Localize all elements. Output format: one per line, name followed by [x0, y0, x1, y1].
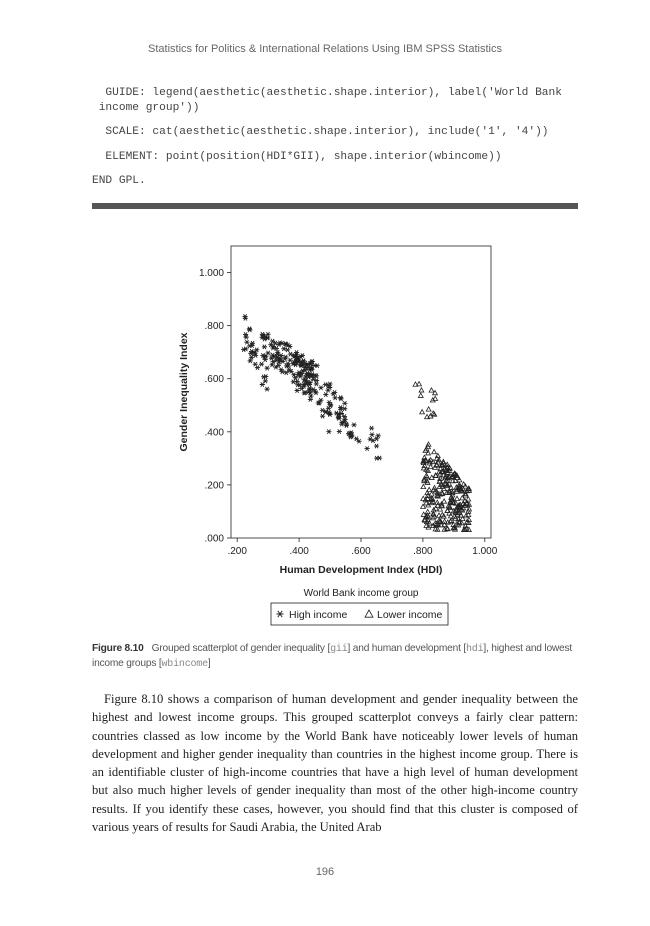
caption-var-hdi: hdi [465, 644, 484, 655]
figure-caption [92, 642, 582, 672]
y-tick-label: .200 [204, 480, 224, 492]
page-number: 196 [315, 866, 335, 878]
data-point-lower-income [429, 388, 434, 392]
data-point-lower-income [421, 484, 426, 488]
data-point-high-income [295, 388, 300, 392]
data-point-high-income [262, 345, 267, 349]
data-point-high-income [318, 386, 323, 390]
data-point-high-income [255, 365, 260, 369]
x-tick-label: .400 [289, 546, 309, 557]
legend [271, 603, 448, 625]
data-point-high-income [326, 429, 331, 433]
figure-number: Figure 8.10 [92, 643, 144, 654]
legend-item-high-income: High income [289, 609, 348, 621]
code-line: GUIDE: legend(aesthetic(aesthetic.shape.interior), label('World Bank [92, 87, 562, 99]
data-point-high-income [253, 362, 258, 366]
data-point-high-income [291, 380, 296, 384]
data-point-lower-income [448, 514, 453, 518]
caption-var-gii: gii [330, 644, 348, 655]
code-line: SCALE: cat(aesthetic(aesthetic.shape.interior), include('1', '4')) [92, 126, 549, 138]
data-point-high-income [337, 429, 342, 433]
data-points [241, 314, 471, 531]
x-tick-label: .800 [413, 546, 433, 557]
axes [199, 268, 498, 557]
data-point-high-income [364, 446, 369, 450]
legend-item-lower-income: Lower income [377, 609, 443, 621]
code-line: income group')) [92, 102, 200, 114]
data-point-high-income [264, 387, 269, 391]
data-point-high-income [351, 423, 356, 427]
code-line: END GPL. [92, 175, 146, 187]
data-point-lower-income [442, 499, 447, 503]
running-head: Statistics for Politics & International Relations Using IBM SPSS Statistics [148, 43, 502, 55]
data-point-high-income [369, 426, 374, 430]
data-point-lower-income [413, 382, 418, 386]
y-tick-label: .400 [204, 427, 224, 439]
section-rule [92, 203, 578, 209]
y-tick-label: 1.000 [198, 268, 224, 280]
data-point-lower-income [432, 449, 437, 453]
data-point-lower-income [418, 393, 423, 397]
y-tick-label: .000 [204, 533, 224, 545]
data-point-high-income [325, 388, 330, 392]
y-tick-label: .800 [204, 321, 224, 333]
caption-text: Grouped scatterplot of gender inequality [ [151, 643, 331, 654]
data-point-high-income [265, 366, 270, 370]
x-tick-label: .200 [227, 546, 247, 557]
data-point-high-income [259, 362, 264, 366]
code-line: ELEMENT: point(position(HDI*GII), shape.interior(wbincome)) [92, 151, 502, 163]
data-point-high-income [369, 432, 374, 436]
data-point-lower-income [455, 496, 460, 500]
caption-text: ] and human development [ [347, 643, 466, 654]
x-tick-label: .600 [351, 546, 371, 557]
data-point-high-income [320, 414, 325, 418]
data-point-lower-income [427, 487, 432, 491]
data-point-high-income [333, 396, 338, 400]
caption-var-wbincome: wbincome [161, 659, 208, 670]
data-point-high-income [342, 401, 347, 405]
caption-text: ], highest and lowest income groups [ [92, 643, 573, 669]
body-paragraph: Figure 8.10 shows a comparison of human development and gender inequality between the highest and lowest income groups. This grouped scatterplot conveys a fairly clear pattern: countries classed as low income by the World Bank have noticeably lower levels of human development and higher gender inequality than countries in the highest income group. There is an identifiable cluster of high-income countries that have a high level of human development but also much higher levels of gender inequality than most of the other high-income country results. If you identify these cases, however, you should find that this cluster is composed of various years of results for Saudi Arabia, the United Arab [92, 692, 578, 835]
x-axis-label: Human Development Index (HDI) [279, 564, 443, 576]
data-point-high-income [323, 392, 328, 396]
caption-text: ] [207, 658, 211, 669]
data-point-lower-income [426, 407, 431, 411]
scatter-chart [170, 238, 498, 630]
legend-title: World Bank income group [303, 588, 419, 599]
data-point-high-income [374, 444, 379, 448]
y-axis-label: Gender Inequality Index [178, 332, 190, 452]
y-tick-label: .600 [204, 374, 224, 386]
data-point-lower-income [420, 410, 425, 414]
data-point-lower-income [419, 388, 424, 392]
data-point-high-income [265, 351, 270, 355]
x-tick-label: 1.000 [472, 546, 498, 557]
